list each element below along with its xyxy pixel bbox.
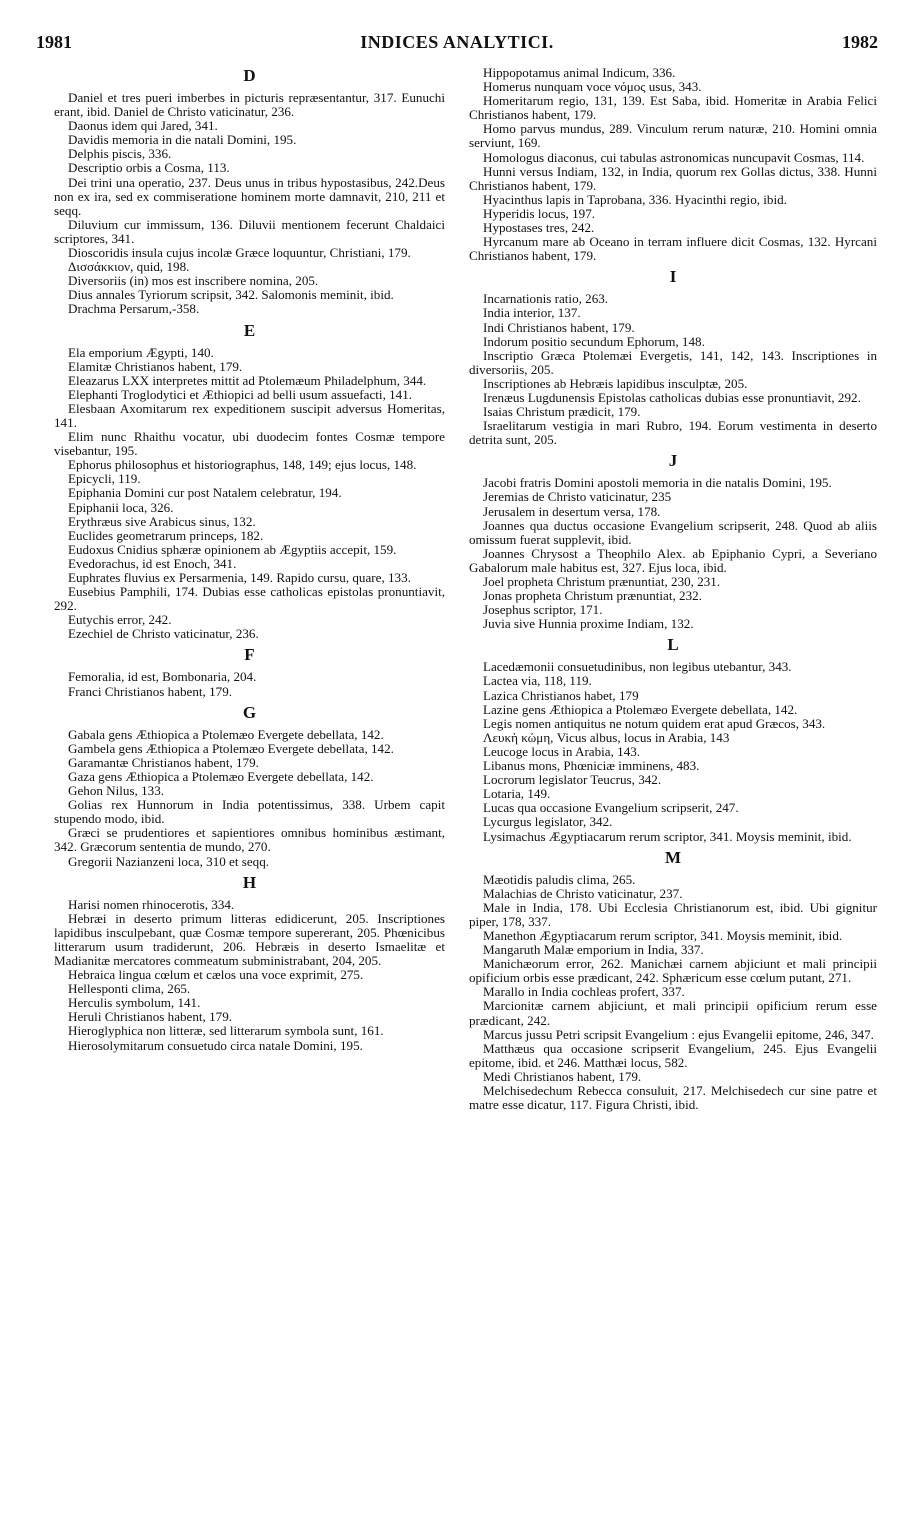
index-entry: Jacobi fratris Domini apostoli memoria in die natalis Domini, 195. xyxy=(483,475,832,491)
index-entry: Indorum positio secundum Ephorum, 148. xyxy=(483,333,705,349)
index-entry: Hebraica lingua cœlum et cælos una voce exprimit, 275. xyxy=(68,967,364,983)
index-entry: Lotaria, 149. xyxy=(483,786,551,802)
index-section xyxy=(469,268,877,447)
index-entry: Golias rex Hunnorum in India potentissimus, 338. Urbem capit stupendo modo, ibid. xyxy=(54,797,445,827)
index-entry: Lysimachus Ægyptiacarum rerum scriptor, 341. Moysis meminit, ibid. xyxy=(483,828,852,844)
index-section xyxy=(54,646,445,698)
index-entry: Hyacinthus lapis in Taprobana, 336. Hyacinthi regio, ibid. xyxy=(483,191,787,207)
section-letter: I xyxy=(669,267,677,287)
index-entry: Leucoge locus in Arabia, 143. xyxy=(483,743,641,759)
index-entry: Eutychis error, 242. xyxy=(68,612,172,628)
index-entry: Homeritarum regio, 131, 139. Est Saba, ibid. Homeritæ in Arabia Felici Christianos habent, 179. xyxy=(469,93,877,123)
index-section xyxy=(54,704,445,869)
index-entry: Diversoriis (in) mos est inscribere nomina, 205. xyxy=(68,273,319,289)
index-entry: Dei trini una operatio, 237. Deus unus in tribus hypostasibus, 242.Deus non ex ira, sed ex commiseratione hominem morte damnavit, 210, 211 et seqq. xyxy=(54,174,445,218)
index-entry: Melchisedechum Rebecca consuluit, 217. Melchisedech cur sine patre et matre esse dicatur, 117. Figura Christi, ibid. xyxy=(469,1083,877,1113)
index-entry: Hippopotamus animal Indicum, 336. xyxy=(483,65,676,80)
index-entry: Daniel et tres pueri imberbes in picturis repræsentantur, 317. Eunuchi erant, ibid. Daniel de Christo vaticinatur, 236. xyxy=(54,90,445,120)
index-entry: Elesbaan Axomitarum rex expeditionem suscipit adversus Homeritas, 141. xyxy=(54,400,445,430)
index-entry: Hyrcanum mare ab Oceano in terram influere dicit Cosmas, 132. Hyrcani Christianos habent, 179. xyxy=(469,234,877,264)
index-entry: Elamitæ Christianos habent, 179. xyxy=(68,358,243,374)
index-entry: Joannes Chrysost a Theophilo Alex. ab Epiphanio Cypri, a Severiano Gabalorum male habitus est, 327. Ejus loca, ibid. xyxy=(469,545,877,575)
index-section xyxy=(469,66,877,263)
index-entry: Heruli Christianos habent, 179. xyxy=(68,1009,233,1025)
index-entry: Erythræus sive Arabicus sinus, 132. xyxy=(68,513,256,529)
index-entry: Lacedæmonii consuetudinibus, non legibus utebantur, 343. xyxy=(483,659,792,675)
index-entry: Eleazarus LXX interpretes mittit ad Ptolemæum Philadelphum, 344. xyxy=(68,372,427,388)
index-entry: Euclides geometrarum princeps, 182. xyxy=(68,527,264,543)
section-letter: D xyxy=(243,66,256,85)
index-entry: Ezechiel de Christo vaticinatur, 236. xyxy=(68,626,259,642)
section-letter: E xyxy=(243,320,256,340)
index-entry: Hellesponti clima, 265. xyxy=(68,981,191,997)
index-entry: Homo parvus mundus, 289. Vinculum rerum naturæ, 210. Homini omnia serviunt, 169. xyxy=(469,121,877,151)
index-entry: Elim nunc Rhaithu vocatur, ubi duodecim fontes Cosmæ tempore visebantur, 195. xyxy=(54,429,445,459)
index-entry: Gabala gens Æthiopica a Ptolemæo Evergete debellata, 142. xyxy=(68,726,384,742)
index-entry: Hypostases tres, 242. xyxy=(483,220,595,236)
index-entry: Malachias de Christo vaticinatur, 237. xyxy=(483,885,683,901)
index-entry: Male in India, 178. Ubi Ecclesia Christianorum est, ibid. Ubi gignitur piper, 178, 337. xyxy=(469,899,877,929)
index-entry: Gambela gens Æthiopica a Ptolemæo Evergete debellata, 142. xyxy=(68,740,394,756)
index-entry: Hieroglyphica non litteræ, sed litterarum symbola sunt, 161. xyxy=(68,1023,384,1039)
index-entry: Jeremias de Christo vaticinatur, 235 xyxy=(483,489,672,505)
index-section xyxy=(54,322,445,642)
index-entry: Marcionitæ carnem abjiciunt, et mali principii opificium rerum esse prædicant, 242. xyxy=(469,998,877,1028)
index-entry: Mæotidis paludis clima, 265. xyxy=(483,871,636,887)
index-entry: Inscriptio Græca Ptolemæi Evergetis, 141, 142, 143. Inscriptiones in diversoriis, 205. xyxy=(469,347,877,377)
index-section xyxy=(54,67,445,317)
index-entry: Diluvium cur immissum, 136. Diluvii mentionem fecerunt Chaldaici scriptores, 341. xyxy=(54,216,445,246)
page-header xyxy=(36,32,878,62)
index-section xyxy=(54,874,445,1053)
index-entry: Gaza gens Æthiopica a Ptolemæo Evergete debellata, 142. xyxy=(68,768,374,784)
index-entry: Epiphanii loca, 326. xyxy=(68,499,174,515)
index-entry: Josephus scriptor, 171. xyxy=(483,602,603,618)
index-entry: Gregorii Nazianzeni loca, 310 et seqq. xyxy=(68,853,270,869)
index-entry: Homerus nunquam voce νόμος usus, 343. xyxy=(483,79,702,95)
index-entry: Inscriptiones ab Hebræis lapidibus insculptæ, 205. xyxy=(483,375,748,391)
index-entry: Jonas propheta Christum prænuntiat, 232. xyxy=(483,588,702,604)
section-letter: M xyxy=(664,847,682,867)
right-column xyxy=(469,66,877,1112)
index-entry: Hebræi in deserto primum litteras edidicerunt, 205. Inscriptiones lapidibus insculpebant, quæ Cosmæ tempore supererant, 205. Phœnicibus litterarum usum tradiderunt, 206. Hebræis in deserto Ismaelitæ et Madianitæ mercatores commeatum subministrabant, 204, 205. xyxy=(54,910,445,968)
index-entry: Franci Christianos habent, 179. xyxy=(68,683,233,699)
index-entry: Gehon Nilus, 133. xyxy=(68,783,165,799)
index-entry: Lycurgus legislator, 342. xyxy=(483,814,613,830)
index-entry: Drachma Persarum,-358. xyxy=(68,301,200,317)
index-entry: Harisi nomen rhinocerotis, 334. xyxy=(68,896,235,912)
index-entry: Herculis symbolum, 141. xyxy=(68,995,201,1011)
index-entry: Matthæus qua occasione scripserit Evangelium, 245. Ejus Evangelii epitome, ibid. et 246. Matthæi locus, 582. xyxy=(469,1040,877,1070)
index-entry: Lazica Christianos habet, 179 xyxy=(483,687,639,703)
index-entry: Dius annales Tyriorum scripsit, 342. Salomonis meminit, ibid. xyxy=(68,287,394,303)
left-column xyxy=(54,62,445,1053)
index-entry: Λευκὴ κώμη, Vicus albus, locus in Arabia, 143 xyxy=(483,729,730,745)
index-entry: Δισσάκκιον, quid, 198. xyxy=(68,259,190,275)
index-entry: Dioscoridis insula cujus incolæ Græce loquuntur, Christiani, 179. xyxy=(68,245,411,261)
index-entry: Lucas qua occasione Evangelium scripserit, 247. xyxy=(483,800,739,816)
index-entry: Indi Christianos habent, 179. xyxy=(483,319,635,335)
index-entry: Epicycli, 119. xyxy=(68,471,141,487)
index-entry: Evedorachus, id est Enoch, 341. xyxy=(68,555,237,571)
index-entry: Libanus mons, Phœniciæ imminens, 483. xyxy=(483,758,700,774)
index-entry: India interior, 137. xyxy=(483,305,581,321)
index-entry: Marallo in India cochleas profert, 337. xyxy=(483,984,685,1000)
index-entry: Græci se prudentiores et sapientiores omnibus hominibus æstimant, 342. Græcorum sententia de mundo, 270. xyxy=(54,825,445,855)
index-entry: Daonus idem qui Jared, 341. xyxy=(68,118,218,134)
index-entry: Davidis memoria in die natali Domini, 195. xyxy=(68,132,297,148)
index-entry: Ela emporium Ægypti, 140. xyxy=(68,344,214,360)
index-section xyxy=(469,636,877,843)
index-section xyxy=(469,849,877,1113)
index-entry: Femoralia, id est, Bombonaria, 204. xyxy=(68,669,257,685)
index-entry: Eusebius Pamphili, 174. Dubias esse catholicas epistolas pronuntiavit, 292. xyxy=(54,584,445,614)
index-entry: Elephanti Troglodytici et Æthiopici ad belli usum assuefacti, 141. xyxy=(68,386,413,402)
index-entry: Joel propheta Christum prænuntiat, 230, 231. xyxy=(483,574,721,589)
right-page-number: 1982 xyxy=(842,32,878,52)
section-letter: F xyxy=(244,645,255,665)
index-entry: Juvia sive Hunnia proxime Indiam, 132. xyxy=(483,616,694,632)
index-entry: Incarnationis ratio, 263. xyxy=(483,291,609,307)
index-entry: Lazine gens Æthiopica a Ptolemæo Evergete debellata, 142. xyxy=(483,701,798,717)
index-entry: Hunni versus Indiam, 132, in India, quorum rex Gollas dictus, 338. Hunni Christianos habent, 179. xyxy=(469,163,877,193)
index-entry: Locrorum legislator Teucrus, 342. xyxy=(483,772,662,788)
index-entry: Hyperidis locus, 197. xyxy=(483,205,596,221)
index-entry: Manethon Ægyptiacarum rerum scriptor, 341. Moysis meminit, ibid. xyxy=(483,927,843,943)
index-entry: Manichæorum error, 262. Manichæi carnem abjiciunt et mali principii opificium orbis esse prædicant, 242. Sphæricum esse cœlum putant, 271. xyxy=(469,956,877,986)
index-entry: Marcus jussu Petri scripsit Evangelium : ejus Evangelii epitome, 246, 347. xyxy=(483,1026,874,1042)
index-entry: Hierosolymitarum consuetudo circa natale Domini, 195. xyxy=(68,1037,363,1053)
index-entry: Israelitarum vestigia in mari Rubro, 194. Eorum vestimenta in deserto detrita sunt, 205. xyxy=(469,418,877,448)
index-entry: Homologus diaconus, cui tabulas astronomicas nuncupavit Cosmas, 114. xyxy=(483,149,865,165)
index-entry: Jerusalem in desertum versa, 178. xyxy=(483,503,661,519)
index-entry: Euphrates fluvius ex Persarmenia, 149. Rapido cursu, quare, 133. xyxy=(68,570,411,585)
index-entry: Lactea via, 118, 119. xyxy=(483,673,592,689)
section-letter: H xyxy=(242,872,257,892)
left-page-number: 1981 xyxy=(36,32,72,52)
index-entry: Legis nomen antiquitus ne notum quidem erat apud Græcos, 343. xyxy=(483,715,826,731)
index-entry: Garamantæ Christianos habent, 179. xyxy=(68,754,259,770)
index-entry: Eudoxus Cnidius sphæræ opinionem ab Ægyptiis accepit, 159. xyxy=(68,541,397,557)
section-letter: L xyxy=(667,635,679,655)
section-letter: J xyxy=(668,451,678,471)
index-entry: Mangaruth Malæ emporium in India, 337. xyxy=(483,942,704,958)
running-title: INDICES ANALYTICI. xyxy=(360,32,554,52)
index-entry: Epiphania Domini cur post Natalem celebratur, 194. xyxy=(68,485,342,501)
index-entry: Descriptio orbis a Cosma, 113. xyxy=(68,160,230,176)
index-entry: Isaias Christum prædicit, 179. xyxy=(483,404,641,420)
section-letter: G xyxy=(242,702,257,722)
index-section xyxy=(469,452,877,631)
index-entry: Joannes qua ductus occasione Evangelium scripserit, 248. Quod ab aliis omissum fuerat supplevit, ibid. xyxy=(469,517,877,547)
index-entry: Medi Christianos habent, 179. xyxy=(483,1068,642,1084)
index-entry: Irenæus Lugdunensis Epistolas catholicas dubias esse pronuntiavit, 292. xyxy=(483,389,861,405)
index-entry: Delphis piscis, 336. xyxy=(68,146,172,162)
index-entry: Ephorus philosophus et historiographus, 148, 149; ejus locus, 148. xyxy=(68,457,417,473)
